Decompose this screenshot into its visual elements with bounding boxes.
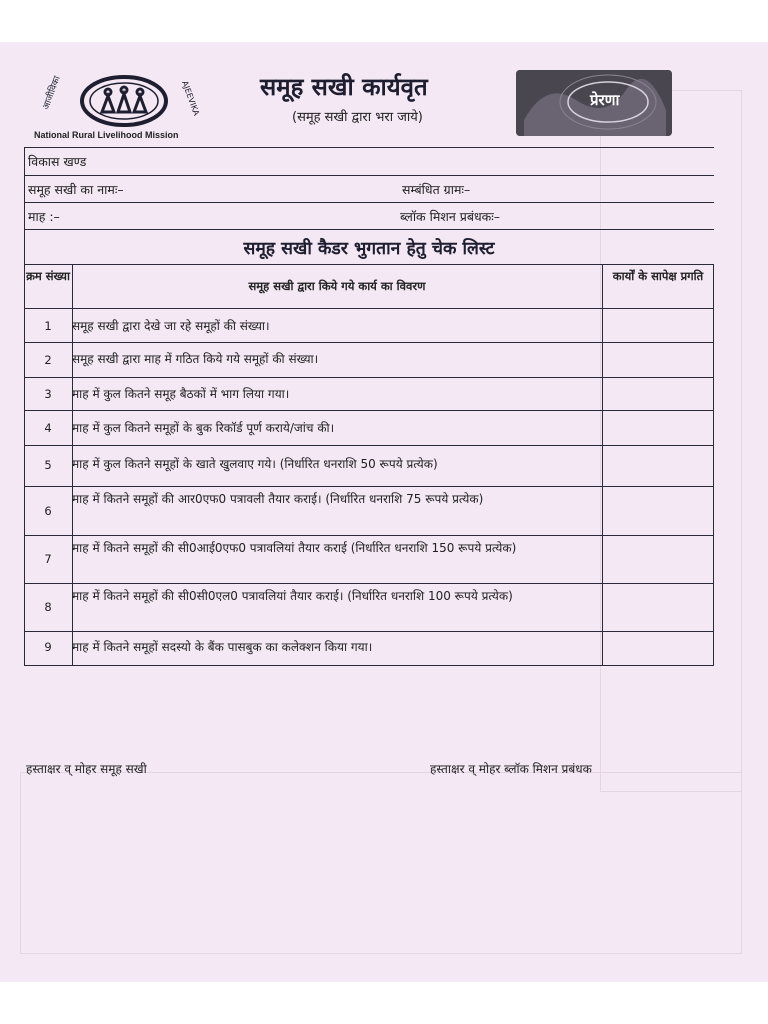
table-col-divider bbox=[602, 264, 603, 665]
logo-caption: National Rural Livelihood Mission bbox=[34, 130, 179, 140]
name-field: समूह सखी का नामः– bbox=[28, 182, 124, 197]
form-rule bbox=[24, 202, 714, 203]
row-description: समूह सखी द्वारा माह में गठित किये गये समूहों की संख्या। bbox=[72, 352, 319, 366]
col-header-description: समूह सखी द्वारा किये गये कार्य का विवरण bbox=[248, 279, 426, 293]
table-row-rule bbox=[24, 377, 714, 378]
stamp-text: प्रेरणा bbox=[590, 91, 620, 109]
page-subtitle: (समूह सखी द्वारा भरा जाये) bbox=[292, 110, 423, 125]
table-border-right bbox=[713, 264, 714, 665]
row-description: माह में कुल कितने समूह बैठकों में भाग लिया गया। bbox=[72, 387, 290, 401]
ajeevika-logo-icon bbox=[32, 70, 212, 132]
table-row-rule bbox=[24, 410, 714, 411]
row-description: समूह सखी द्वारा देखे जा रहे समूहों की संख्या। bbox=[72, 319, 270, 333]
table-row-rule bbox=[24, 445, 714, 446]
svg-text:AJEEVIKA: AJEEVIKA bbox=[180, 79, 202, 117]
table-row-rule bbox=[24, 486, 714, 487]
table-bottom-border bbox=[24, 665, 714, 666]
row-number: 4 bbox=[44, 421, 52, 435]
bleed-through-lines bbox=[20, 772, 742, 954]
signature-group-sakhi: हस्ताक्षर व् मोहर समूह सखी bbox=[26, 762, 147, 776]
col-header-serial: क्रम संख्या bbox=[26, 269, 70, 283]
row-description: माह में कितने समूहों की आर0एफ0 पत्रावली तैयार कराई। (निर्धारित धनराशि 75 रूपये प्रत्येक) bbox=[72, 492, 484, 506]
checklist-heading: समूह सखी कैडर भुगतान हेतु चेक लिस्ट bbox=[243, 239, 495, 259]
signature-block-manager: हस्ताक्षर व् मोहर ब्लॉक मिशन प्रबंधक bbox=[430, 762, 592, 776]
form-rule bbox=[24, 175, 714, 176]
table-header-rule bbox=[24, 308, 714, 309]
row-number: 8 bbox=[44, 600, 52, 614]
block-manager-field: ब्लॉक मिशन प्रबंधकः– bbox=[400, 209, 501, 224]
table-row-rule bbox=[24, 342, 714, 343]
table-top-border bbox=[24, 264, 714, 265]
village-field: सम्बंधित ग्रामः– bbox=[402, 182, 471, 197]
page-title: समूह सखी कार्यवृत bbox=[260, 73, 428, 101]
row-description: माह में कितने समूहों की सी0सी0एल0 पत्रावलियां तैयार कराई। (निर्धारित धनराशि 100 रूपये प्रत्येक) bbox=[72, 589, 513, 603]
row-number: 6 bbox=[44, 504, 52, 518]
month-field: माह :– bbox=[28, 209, 60, 224]
form-rule bbox=[24, 229, 714, 230]
row-number: 7 bbox=[44, 552, 52, 566]
row-number: 2 bbox=[44, 353, 52, 367]
form-rule bbox=[24, 147, 714, 148]
row-number: 3 bbox=[44, 387, 52, 401]
table-row-rule bbox=[24, 583, 714, 584]
block-field: विकास खण्ड bbox=[28, 154, 87, 169]
row-description: माह में कितने समूहों सदस्यो के बैंक पासबुक का कलेक्शन किया गया। bbox=[72, 640, 373, 654]
form-page bbox=[0, 42, 768, 982]
form-border-left bbox=[24, 147, 25, 665]
prerna-stamp bbox=[516, 70, 672, 136]
row-description: माह में कितने समूहों की सी0आई0एफ0 पत्रावलियां तैयार कराई (निर्धारित धनराशि 150 रूपये प्रत्येक) bbox=[72, 541, 517, 555]
row-description: माह में कुल कितने समूहों के खाते खुलवाए गये। (निर्धारित धनराशि 50 रूपये प्रत्येक) bbox=[72, 457, 438, 471]
table-row-rule bbox=[24, 631, 714, 632]
svg-text:आजीविका: आजीविका bbox=[41, 74, 63, 112]
row-number: 1 bbox=[44, 319, 52, 333]
row-number: 9 bbox=[44, 640, 52, 654]
row-number: 5 bbox=[44, 458, 52, 472]
row-description: माह में कुल कितने समूहों के बुक रिकॉर्ड पूर्ण कराये/जांच की। bbox=[72, 421, 335, 435]
bleed-through-lines bbox=[600, 90, 742, 792]
table-row-rule bbox=[24, 535, 714, 536]
col-header-progress: कार्यों के सापेक्ष प्रगति bbox=[612, 269, 704, 283]
